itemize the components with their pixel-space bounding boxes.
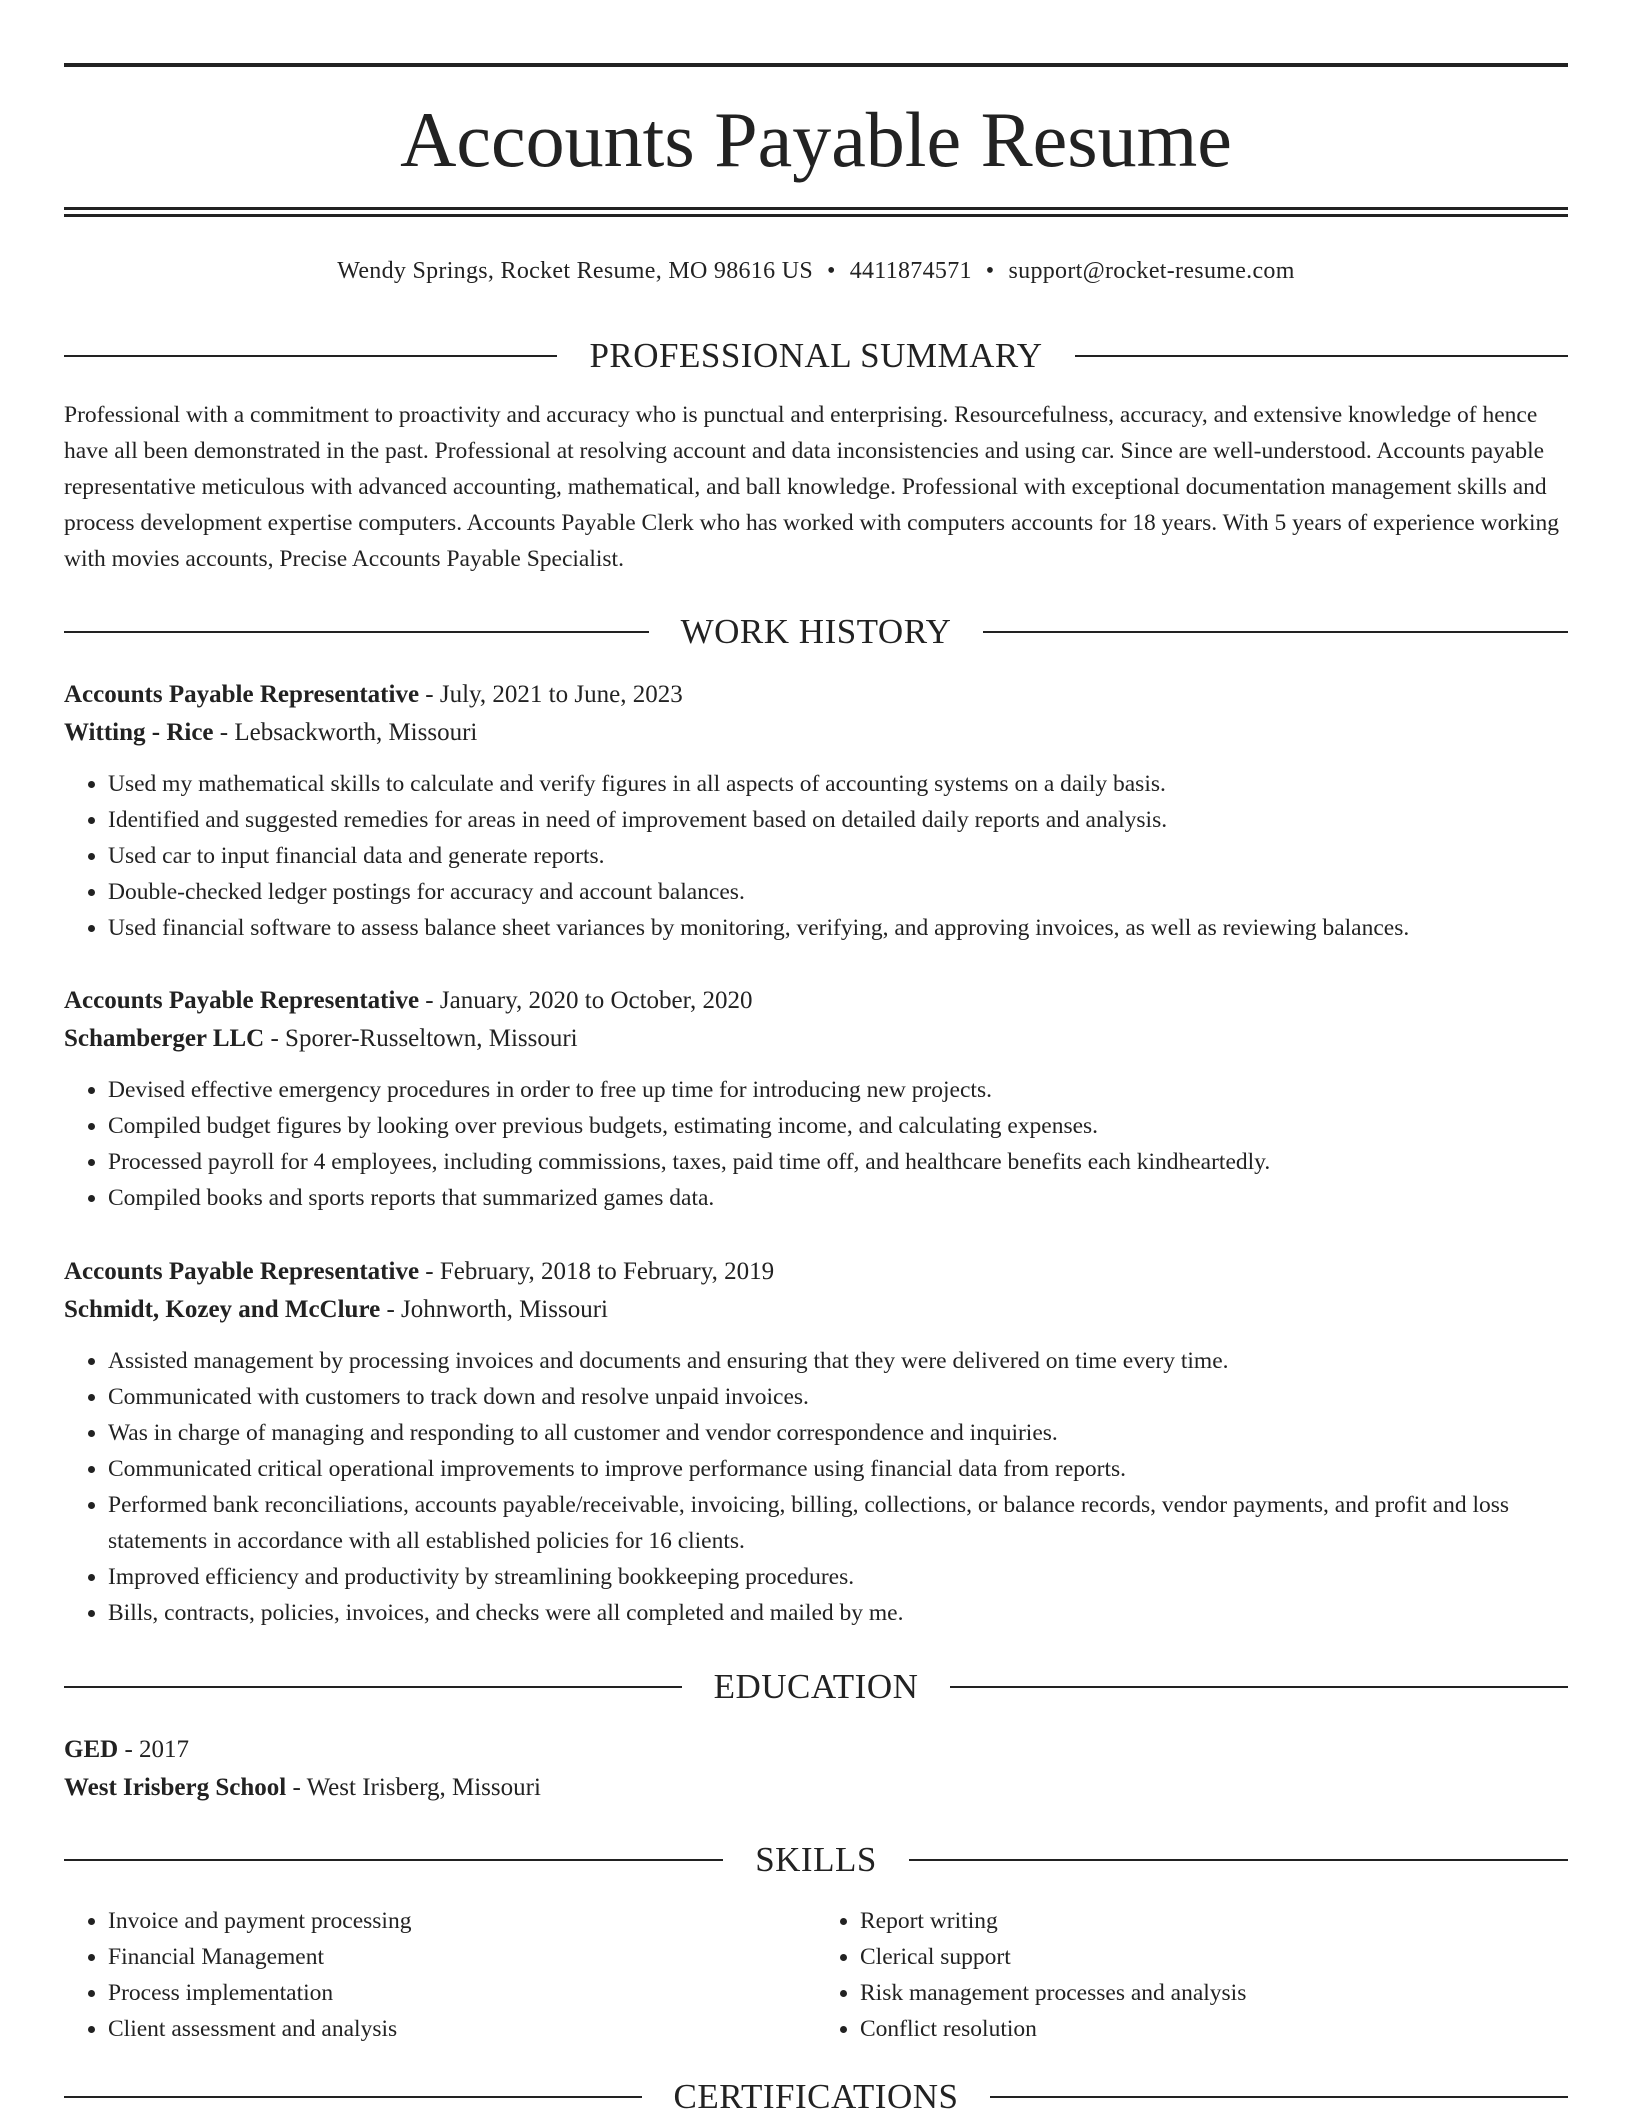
heading-rule [909, 1859, 1568, 1861]
education-year: - 2017 [118, 1736, 190, 1763]
list-item: • Communicated critical operational improvements to improve performance using financial data from reports. [108, 1451, 1568, 1487]
heading-rule [64, 2096, 642, 2098]
education-school-line [64, 1769, 1568, 1807]
job-dates: - February, 2018 to February, 2019 [419, 1258, 775, 1285]
skills-list-left [64, 1903, 816, 2047]
list-item: • Devised effective emergency procedures in order to free up time for introducing new projects. [108, 1072, 1568, 1108]
heading-rule [64, 355, 557, 357]
section-title: PROFESSIONAL SUMMARY [589, 336, 1043, 375]
job-bullets [64, 766, 1568, 946]
job-entry [64, 1253, 1568, 1631]
list-item: • Double-checked ledger postings for accuracy and account balances. [108, 874, 1568, 910]
job-company: Schamberger LLC [64, 1025, 265, 1052]
list-item: • Assisted management by processing invoices and documents and ensuring that they were delivered on time every time. [108, 1343, 1568, 1379]
contact-line [64, 253, 1568, 289]
list-item: • Financial Management [108, 1939, 816, 1975]
section-title: WORK HISTORY [680, 612, 952, 651]
heading-rule [64, 631, 649, 633]
job-dates: - July, 2021 to June, 2023 [419, 681, 683, 708]
section-title: SKILLS [755, 1840, 877, 1879]
contact-separator: • [985, 258, 995, 284]
list-item: • Invoice and payment processing [108, 1903, 816, 1939]
section-heading-work-history [64, 610, 1568, 654]
education-entry [64, 1731, 1568, 1807]
list-item: • Used financial software to assess balance sheet variances by monitoring, verifying, and approving invoices, as well as reviewing balances. [108, 910, 1568, 946]
section-heading-education [64, 1665, 1568, 1709]
section-title: EDUCATION [713, 1667, 919, 1706]
contact-separator: • [826, 258, 836, 284]
education-location: - West Irisberg, Missouri [286, 1774, 541, 1801]
job-location: - Lebsackworth, Missouri [213, 719, 478, 746]
job-company: Schmidt, Kozey and McClure [64, 1296, 381, 1323]
job-title: Accounts Payable Representative [64, 1258, 420, 1285]
list-item: • Process implementation [108, 1975, 816, 2011]
title-double-rule [64, 207, 1568, 217]
contact-address: Wendy Springs, Rocket Resume, MO 98616 US [337, 258, 813, 284]
skills-list-right [816, 1903, 1568, 2047]
job-bullets [64, 1343, 1568, 1631]
education-school: West Irisberg School [64, 1774, 287, 1801]
top-rule [64, 63, 1568, 67]
heading-rule [1075, 355, 1568, 357]
list-item: • Compiled budget figures by looking over previous budgets, estimating income, and calculating expenses. [108, 1108, 1568, 1144]
section-title: CERTIFICATIONS [673, 2077, 959, 2116]
heading-rule [64, 1859, 723, 1861]
list-item: • Improved efficiency and productivity by streamlining bookkeeping procedures. [108, 1559, 1568, 1595]
list-item: • Processed payroll for 4 employees, including commissions, taxes, paid time off, and healthcare benefits each kindheartedly. [108, 1144, 1568, 1180]
list-item: • Communicated with customers to track down and resolve unpaid invoices. [108, 1379, 1568, 1415]
education-degree-line [64, 1731, 1568, 1769]
section-heading-summary [64, 334, 1568, 378]
list-item: • Used car to input financial data and generate reports. [108, 838, 1568, 874]
list-item: • Clerical support [860, 1939, 1568, 1975]
job-title-line [64, 676, 1568, 714]
heading-rule [990, 2096, 1568, 2098]
list-item: • Compiled books and sports reports that summarized games data. [108, 1180, 1568, 1216]
resume-title: Accounts Payable Resume [400, 96, 1232, 183]
job-entry [64, 982, 1568, 1216]
list-item: • Performed bank reconciliations, accounts payable/receivable, invoicing, billing, collections, or balance records, vendor payments, and profit and loss statements in accordance with all established policies for 16 clients. [108, 1487, 1568, 1559]
job-bullets [64, 1072, 1568, 1216]
job-company: Witting - Rice [64, 719, 214, 746]
contact-email: support@rocket-resume.com [1008, 258, 1295, 284]
skills-columns [64, 1903, 1568, 2047]
education-degree: GED [64, 1736, 119, 1763]
list-item: • Report writing [860, 1903, 1568, 1939]
job-location: - Johnworth, Missouri [380, 1296, 608, 1323]
section-heading-skills [64, 1838, 1568, 1882]
heading-rule [64, 1686, 682, 1688]
job-title: Accounts Payable Representative [64, 987, 420, 1014]
list-item: • Conflict resolution [860, 2011, 1568, 2047]
heading-rule [983, 631, 1568, 633]
contact-phone: 4411874571 [849, 258, 972, 284]
job-location: - Sporer-Russeltown, Missouri [264, 1025, 578, 1052]
list-item: • Risk management processes and analysis [860, 1975, 1568, 2011]
job-dates: - January, 2020 to October, 2020 [419, 987, 753, 1014]
list-item: • Was in charge of managing and responding to all customer and vendor correspondence and inquiries. [108, 1415, 1568, 1451]
job-title: Accounts Payable Representative [64, 681, 420, 708]
job-entry [64, 676, 1568, 946]
list-item: • Identified and suggested remedies for areas in need of improvement based on detailed daily reports and analysis. [108, 802, 1568, 838]
heading-rule [950, 1686, 1568, 1688]
job-company-line [64, 714, 1568, 752]
section-heading-certifications [64, 2075, 1568, 2119]
list-item: • Used my mathematical skills to calculate and verify figures in all aspects of accounting systems on a daily basis. [108, 766, 1568, 802]
list-item: • Bills, contracts, policies, invoices, and checks were all completed and mailed by me. [108, 1595, 1568, 1631]
summary-paragraph: Professional with a commitment to proactivity and accuracy who is punctual and enterprising. Resourcefulness, accuracy, and extensive knowledge of hence have all been demonstrated in the past. Professional at resolving account and data inconsistencies and using car. Since are well-understood. Accounts payable representative meticulous with advanced accounting, mathematical, and ball knowledge. Professional with exceptional documentation management skills and process development expertise computers. Accounts Payable Clerk who has worked with computers accounts for 18 years. With 5 years of experience working with movies accounts, Precise Accounts Payable Specialist. [64, 402, 1560, 572]
job-title-line [64, 1253, 1568, 1291]
job-company-line [64, 1020, 1568, 1058]
list-item: • Client assessment and analysis [108, 2011, 816, 2047]
job-title-line [64, 982, 1568, 1020]
job-company-line [64, 1291, 1568, 1329]
